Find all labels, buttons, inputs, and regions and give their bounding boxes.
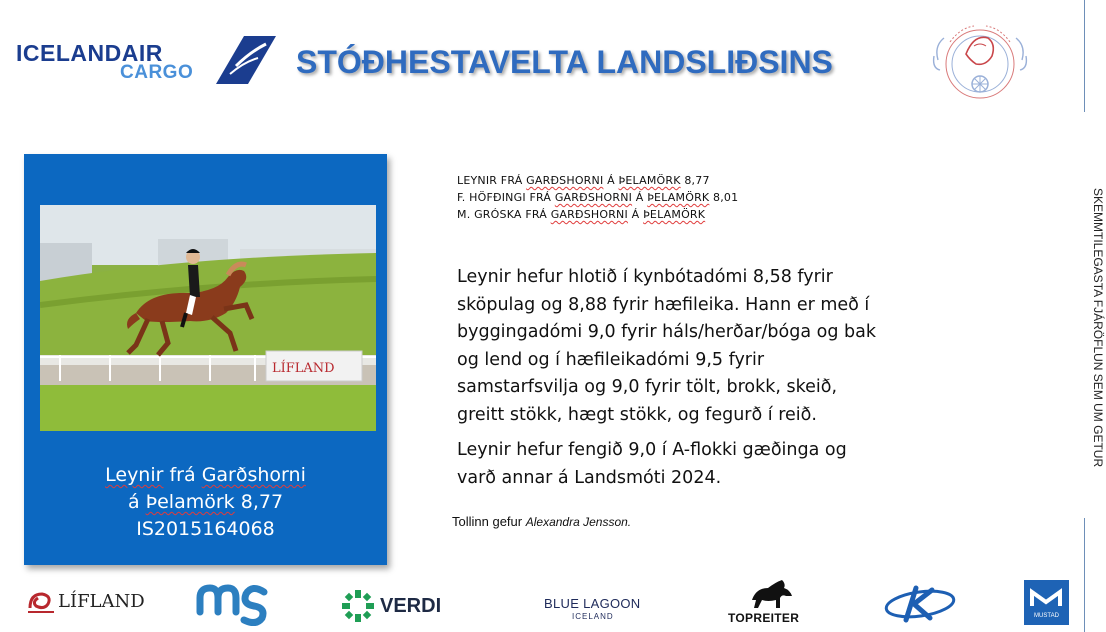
pedigree-line1-b: GARÐSHORNI [526,174,604,187]
caption-line1-c: Garðshorni [201,464,306,486]
verdi-text: VERDI [380,595,442,617]
blue-lagoon-line2: ICELAND [572,612,614,621]
page-title: STÓÐHESTAVELTA LANDSLIÐSINS [296,44,833,80]
pedigree-line2-c: Á [632,191,648,204]
donor-line [452,514,631,529]
landssamband-seal-icon [930,20,1036,106]
caption-line3: IS2015164068 [136,518,275,540]
pedigree-line2-d: ÞELAMÖRK [647,191,710,204]
pedigree-line2-b: GARÐSHORNI [554,191,633,204]
card-caption [24,462,387,543]
pedigree-line1-e: 8,77 [680,174,710,187]
caption-line1-a: Leynir [105,464,164,486]
description-paragraph-1: Leynir hefur hlotið í kynbótadómi 8,58 fyrir sköpulag og 8,88 fyrir hæfileika. Hann er með í byggingadómi 9,0 fyrir háls/herðar/bóga og bak og lend og í hæfileikadómi 9,5 fyrir samstarfsvilja og 9,0 fyrir tölt, brokk, skeið, greitt stökk, hægt stökk, og fegurð í reið. [457,267,876,425]
side-caption: SKEMMTILEGASTA FJÁRÖFLUN SEM UM GETUR [1091,188,1105,468]
sponsor-topreiter-logo [726,578,810,628]
kb-swoosh-icon [880,582,960,626]
sponsor-verdi-logo [340,578,460,628]
icelandair-wing-icon [216,36,278,84]
pedigree-line2-a: F. HÖFÐINGI FRÁ [457,191,555,204]
sponsor-lifland-logo [26,578,150,628]
ms-logo-icon [196,582,270,626]
caption-line2-c: 8,77 [234,491,284,513]
mustad-text: MUSTAD [1034,613,1059,619]
sponsor-ms-logo [196,578,270,628]
donor-name: Alexandra Jensson. [525,515,632,529]
sponsor-kb-logo [880,578,960,628]
icelandair-cargo-logo [16,36,266,86]
verdi-star-icon [340,588,376,624]
pedigree-line3-b: GARÐSHORNI [550,208,628,221]
pedigree-line3-c: Á [627,208,644,221]
blue-lagoon-line1: BLUE LAGOON [544,596,641,611]
mustad-m-icon [1024,584,1069,614]
pedigree-line3-d: ÞELAMÖRK [643,208,706,221]
horse-card [24,154,387,565]
pedigree-line1-a: LEYNIR FRÁ [457,174,527,187]
sponsor-mustad-logo [1024,578,1070,628]
donor-label: Tollinn gefur [452,514,523,529]
horse-photo [40,205,376,431]
mustad-badge [1024,580,1069,625]
pedigree-line3 [457,206,738,223]
pedigree-line2 [457,189,738,206]
caption-line1-b: frá [163,464,202,486]
pedigree-line1 [457,172,738,189]
photo-banner-text: LÍFLAND [272,361,335,376]
pedigree-line1-d: ÞELAMÖRK [618,174,681,187]
pedigree-line2-e: 8,01 [709,191,739,204]
right-divider-bottom [1084,518,1085,632]
description-paragraph-2: Leynir hefur fengið 9,0 í A-flokki gæðinga og varð annar á Landsmóti 2024. [457,440,847,488]
right-divider-top [1084,0,1085,112]
lifland-swirl-icon [26,586,56,616]
pedigree-line3-a: M. GRÓSKA FRÁ [457,208,551,221]
caption-line2 [24,489,387,516]
caption-line1 [24,462,387,489]
topreiter-text: TOPREITER [728,611,800,625]
pedigree-line1-c: Á [603,174,619,187]
brand-line1: ICELANDAIR [16,40,163,66]
topreiter-horse-icon [746,578,796,610]
brand-line2: CARGO [120,62,194,83]
lifland-text: LÍFLAND [58,591,145,612]
caption-line2-a: á [127,491,146,513]
sponsor-blue-lagoon-logo [544,578,640,628]
caption-line2-b: Þelamörk [145,491,235,513]
pedigree [457,172,738,223]
